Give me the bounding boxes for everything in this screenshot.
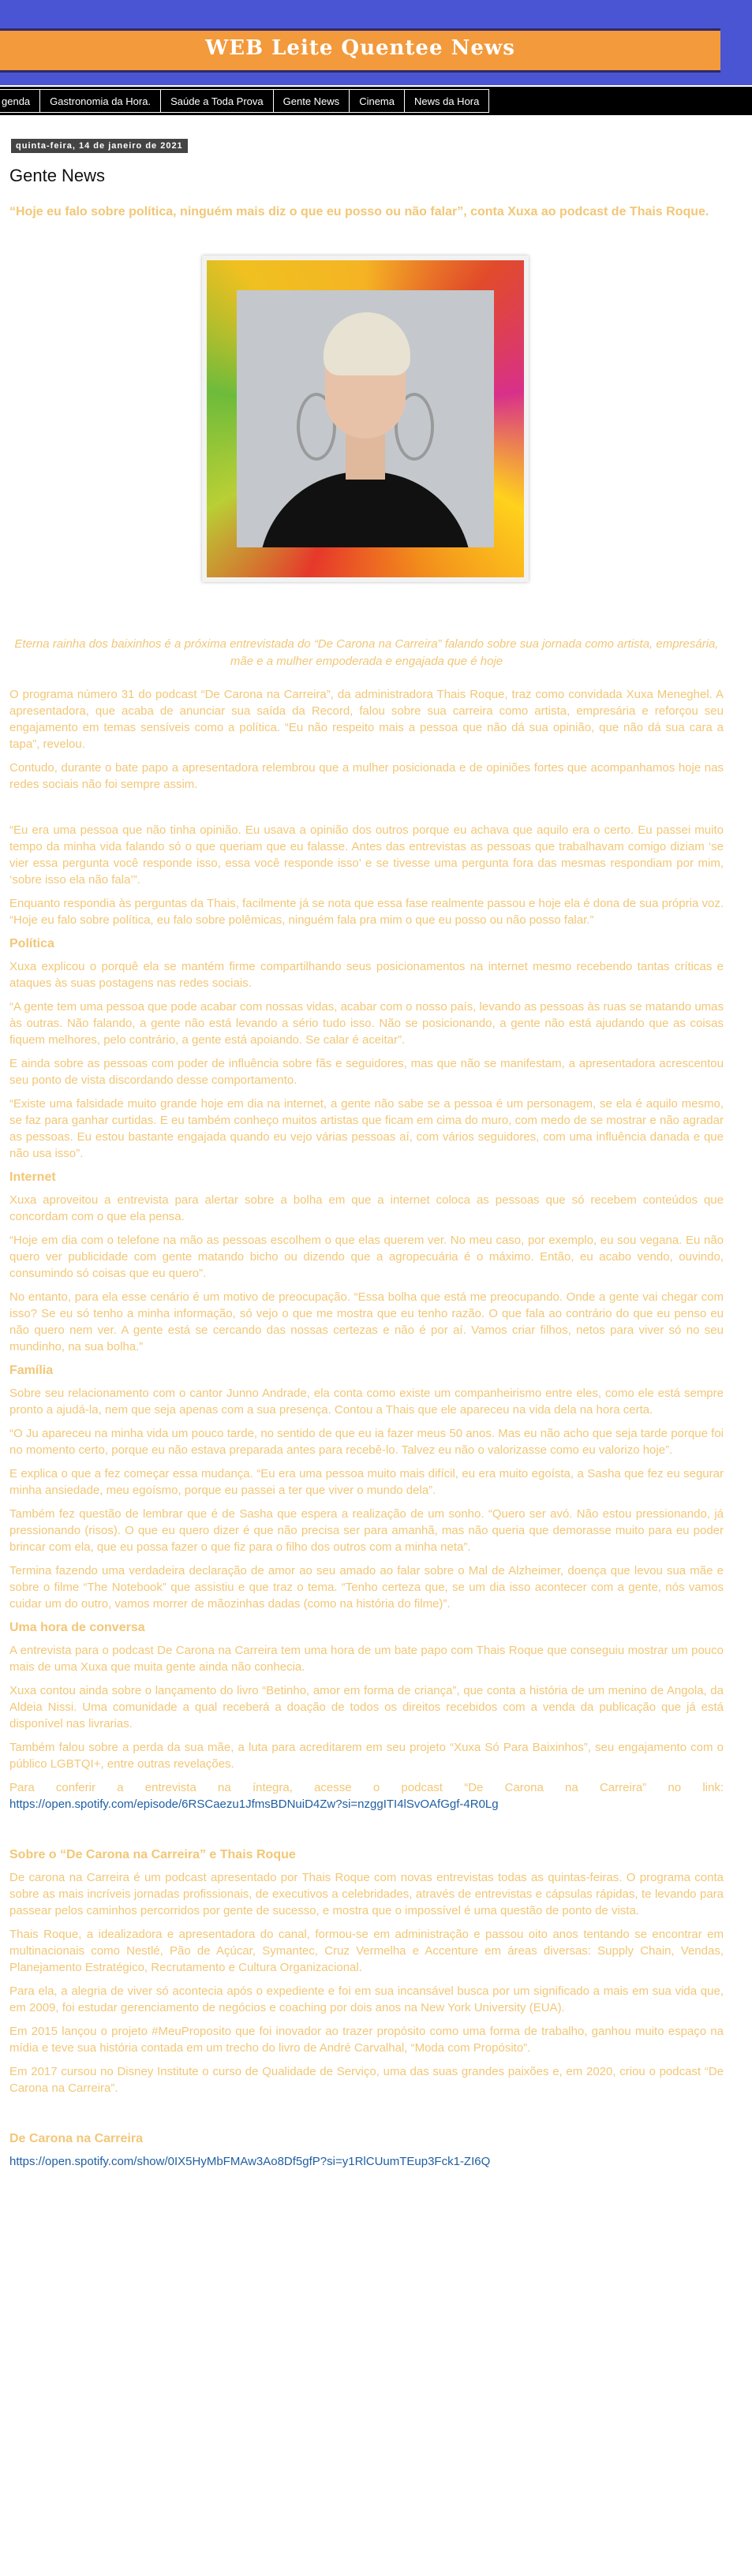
nav-item-agenda[interactable]: genda	[0, 89, 40, 113]
article-spacer	[9, 800, 724, 822]
spotify-episode-link[interactable]: https://open.spotify.com/episode/6RSCaezu1JfmsBDNuiD4Zw?si=nzggITI4lSvOAfGgf-4R0Lg	[9, 1798, 499, 1811]
spotify-show-link[interactable]: https://open.spotify.com/show/0IX5HyMbFMAw3Ao8Df5gfP?si=y1RlCUumTEup3Fck1-ZI6Q	[9, 2155, 491, 2168]
article-paragraph: Sobre seu relacionamento com o cantor Junno Andrade, ela conta como existe um companheirismo entre eles, como ele está sempre pronto a ajudá-la, nem que seja apenas com a sua presença. Contou a Thais que ele apareceu na vida dela na hora certa.	[9, 1387, 724, 1417]
subheading-politica: Política	[9, 937, 54, 950]
nav-item-gastronomia[interactable]: Gastronomia da Hora.	[40, 89, 161, 113]
site-header	[0, 0, 752, 85]
article-paragraph: Thais Roque, a idealizadora e apresentadora do canal, formou-se em administração e passou oito anos tentando se encontrar em multinacionais como Nestlé, Pão de Açúcar, Symantec, Cruz Vermelha e Accenture em áreas diversas: Supply Chain, Vendas, Planejamento Estratégico, Recrutamento e Cultura Organizacional.	[9, 1928, 724, 1974]
article-paragraph: Também falou sobre a perda da sua mãe, a luta para acreditarem em seu projeto “Xuxa Só Para Baixinhos”, seu engajamento com o público LGBTQI+, entre outras revelações.	[9, 1741, 724, 1771]
article-paragraph: Em 2017 cursou no Disney Institute o curso de Qualidade de Serviço, uma das suas grandes paixões e, em 2020, criou o podcast “De Carona na Carreira”.	[9, 2065, 724, 2095]
subheading-sobre: Sobre o “De Carona na Carreira” e Thais Roque	[9, 1848, 296, 1861]
portrait-photo	[237, 290, 494, 547]
portrait-hair	[324, 312, 410, 375]
article-paragraph: No entanto, para ela esse cenário é um motivo de preocupação. “Essa bolha que está me preocupando. Onde a gente vai chegar com isso? Se eu só tenho a minha informação, só vejo o que me mostra que eu tenho razão. O que fala ao contrário do que eu penso eu não quero nem ver. A gente está se cercando das nossas certezas e não é por aí. Vamos criar filhos, netos para viver só no seu mundinho, na sua bolha.”	[9, 1290, 724, 1353]
article-paragraph: De carona na Carreira é um podcast apresentado por Thais Roque com novas entrevistas todas as quintas-feiras. O programa conta sobre as mais incríveis jornadas profissionais, de executivos a celebridades, através de entrevistas e cápsulas rápidas, te levando para passear pelos caminhos percorridos por gente de sucesso, e mostra que o impossível é uma questão de ponto de vista.	[9, 1871, 724, 1917]
link-intro-text: Para conferir a entrevista na íntegra, acesse o podcast “De Carona na Carreira” no link:	[9, 1781, 724, 1794]
article-paragraph: Para ela, a alegria de viver só acontecia após o expediente e foi em sua incansável busca por um significado a mais em sua vida que, em 2009, foi estudar gerenciamento de negócios e coaching por dois anos na New York University (EUA).	[9, 1984, 724, 2014]
article-quote: “Eu era uma pessoa que não tinha opinião. Eu usava a opinião dos outros porque eu achava que aquilo era o certo. Eu passei muito tempo da minha vida falando só o que queriam que eu falasse. Antes das entrevistas as pessoas que trabalhavam comigo diziam ‘se vier essa pergunta você responde isso, essa você responde isso’ e se tivesse uma pergunta fora das mesmas respondiam por mim, ‘sobre isso ela não fala’”.	[9, 823, 724, 887]
article-quote: “A gente tem uma pessoa que pode acabar com nossas vidas, acabar com o nosso país, levando as pessoas às ruas se matando umas às outras. Não falando, a gente não está levando a sério tudo isso. Não se posicionando, a gente não está ajudando que as coisas fiquem melhores, pelo contrário, a gente está apoiando. Se calar é aceitar”.	[9, 1000, 724, 1047]
article-paragraph: E explica o que a fez começar essa mudança. “Eu era uma pessoa muito mais difícil, eu era muito egoísta, a Sasha que fez eu segurar minha ansiedade, meu egoísmo, porque eu passei a ter que viver o mundo dela”.	[9, 1467, 724, 1497]
article-quote: “O Ju apareceu na minha vida um pouco tarde, no sentido de que eu ia fazer meus 50 anos. Mas eu não acho que seja tarde porque foi no momento certo, porque eu não estava preparada antes para recebê-lo. Talvez eu não o valorizasse como eu valorizo hoje”.	[9, 1427, 724, 1457]
post-date: quinta-feira, 14 de janeiro de 2021	[11, 139, 188, 153]
nav-item-saude[interactable]: Saúde a Toda Prova	[161, 89, 274, 113]
subheading-internet: Internet	[9, 1170, 56, 1184]
article-body	[9, 686, 724, 2177]
article-paragraph: Enquanto respondia às perguntas da Thais, facilmente já se nota que essa fase realmente passou e hoje ela é dona de sua própria voz. “Hoje eu falo sobre política, eu falo sobre polêmicas, ninguém fala pra mim o que eu posso ou não posso falar.”	[9, 897, 724, 927]
article-paragraph: Xuxa explicou o porquê ela se mantém firme compartilhando seus posicionamentos na internet mesmo recebendo tantas críticas e ataques às suas postagens nas redes sociais.	[9, 960, 724, 990]
article-paragraph: Termina fazendo uma verdadeira declaração de amor ao seu amado ao falar sobre o Mal de Alzheimer, doença que levou sua mãe e sobre o filme “The Notebook” que assistiu e que traz o tema. “Tenho certeza que, se um dia isso acontecer com a gente, nós vamos cuidar um do outro, vamos morrer de mãozinhas dadas (como na história do filme)”.	[9, 1564, 724, 1611]
post-title: “Hoje eu falo sobre política, ninguém mais diz o que eu posso ou não falar”, conta Xuxa ao podcast de Thais Roque.	[9, 205, 709, 218]
article-paragraph: A entrevista para o podcast De Carona na Carreira tem uma hora de um bate papo com Thais Roque que conseguiu mostrar um pouco mais de uma Xuxa que muita gente ainda não conhecia.	[9, 1644, 724, 1674]
post-image[interactable]	[202, 256, 529, 582]
nav-item-gente-news[interactable]: Gente News	[274, 89, 350, 113]
nav-list	[0, 89, 489, 113]
article-quote: “Hoje em dia com o telefone na mão as pessoas escolhem o que elas querem ver. No meu caso, por exemplo, eu sou vegana. Eu não quero ver publicidade com gente matando bicho ou dizendo que a agropecuária é o máximo. Então, eu acabo vendo, ouvindo, consumindo só coisas que eu quero”.	[9, 1234, 724, 1280]
article-paragraph-link	[9, 1779, 724, 1813]
subheading-de-carona: De Carona na Carreira	[9, 2132, 143, 2145]
nav-bar	[0, 87, 752, 115]
portrait-shoulders	[259, 472, 472, 547]
subheading-conversa: Uma hora de conversa	[9, 1621, 145, 1634]
article-paragraph: O programa número 31 do podcast “De Carona na Carreira”, da administradora Thais Roque, traz como convidada Xuxa Meneghel. A apresentadora, que acaba de anunciar sua saída da Record, falou sobre sua carreira como artista, empresária e reforçou seu engajamento em temas sensíveis como a política. “Eu não respeito mais a pessoa que não dá sua opinião, que não dá sua cara a tapa”, revelou.	[9, 688, 724, 751]
post-section-title: Gente News	[9, 166, 106, 185]
subheading-familia: Família	[9, 1364, 54, 1377]
article-paragraph: Contudo, durante o bate papo a apresentadora relembrou que a mulher posicionada e de opiniões fortes que acompanhamos hoje nas redes sociais não foi sempre assim.	[9, 761, 724, 791]
article-paragraph: Também fez questão de lembrar que é de Sasha que espera a realização de um sonho. “Quero ser avó. Não estou pressionando, já pressionando (risos). O que eu quero dizer é que não precisa ser para amanhã, mas não queria que demorasse muito para eu poder brincar com ela, que eu possa fazer o que fiz para o filho dos outros com a minha neta”.	[9, 1507, 724, 1554]
article-quote: “Existe uma falsidade muito grande hoje em dia na internet, a gente não sabe se a pessoa é um personagem, se ela é aquilo mesmo, se faz para ganhar curtidas. E eu também conheço muitos artistas que ficam em cima do muro, com medo de se mostrar e não agradar as pessoas. Eu estou bastante engajada quando eu vejo várias pessoas aí, com vários seguidores, com uma influência danada e que não usa isso”.	[9, 1097, 724, 1160]
image-colorful-border	[207, 260, 524, 577]
article-spacer	[9, 2104, 724, 2126]
article-paragraph: E ainda sobre as pessoas com poder de influência sobre fãs e seguidores, mas que não se manifestam, a apresentadora acrescentou seu ponto de vista discordando desse comportamento.	[9, 1057, 724, 1087]
article-paragraph: Xuxa aproveitou a entrevista para alertar sobre a bolha em que a internet coloca as pessoas que só recebem conteúdos que concordam com o que ela pensa.	[9, 1193, 724, 1223]
article-paragraph: Em 2015 lançou o projeto #MeuProposito que foi inovador ao trazer propósito como uma forma de trabalho, ganhou muito espaço na mídia e teve sua história contada em um trecho do livro de André Carvalhal, “Moda com Propósito”.	[9, 2025, 724, 2055]
nav-item-news-da-hora[interactable]: News da Hora	[405, 89, 489, 113]
article-paragraph: Xuxa contou ainda sobre o lançamento do livro “Betinho, amor em forma de criança”, que conta a história de um menino de Angola, da Aldeia Nissi. Uma comunidade a qual receberá a doação de todos os direitos recebidos com a venda da publicação que já está disponível nas livrarias.	[9, 1684, 724, 1730]
site-title[interactable]: WEB Leite Quentee News	[205, 36, 515, 60]
nav-item-cinema[interactable]: Cinema	[350, 89, 405, 113]
article-spacer	[9, 1820, 724, 1842]
image-caption: Eterna rainha dos baixinhos é a próxima entrevistada do “De Carona na Carreira” falando sobre sua jornada como artista, empresária, mãe e a mulher empoderada e engajada que é hoje	[14, 637, 719, 668]
